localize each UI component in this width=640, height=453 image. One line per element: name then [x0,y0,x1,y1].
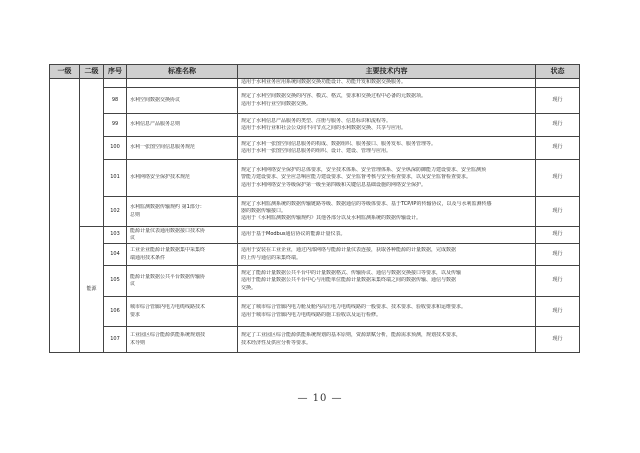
row-number: 101 [104,160,127,197]
technical-content-line: 规定了水利网络安全保护的总体要求，安全技术体系、安全管理体系、安全纵深防御能力建设要求、安全监测预 [241,167,487,174]
standard-name-line: 工业园区综合能源供能系统规划技 [130,332,206,339]
technical-content-line: 适用于城市综合管廊内电力电缆线路的施工验收以及运行检修。 [241,311,382,318]
standard-name [127,266,238,297]
standard-name-line: 水利信息产品服务总则 [130,121,181,128]
technical-content-line: 适用于水利行业空间数据交换。 [241,100,312,107]
standard-name [127,297,238,327]
standard-name [127,244,238,266]
status-cell: 现行 [536,88,580,114]
technical-content-line: 适用于能源计量数据公共平台中心与用能单位能源计量数据采集终端之间的数据传输、通信与数据 [241,277,457,284]
standard-name-line: 能源计量数据公共平台数据传输协 [130,273,206,280]
row-number: 98 [104,88,127,114]
standard-name [127,137,238,160]
table-row [50,266,580,297]
standard-name-line: 总则 [130,211,141,218]
status-cell: 现行 [536,197,580,227]
standard-name-line: 议 [130,281,136,287]
table-row [50,227,580,244]
row-number: 105 [104,266,127,297]
standard-name-line: 水利一张图空间信息服务规范 [130,144,196,151]
technical-content [238,88,536,114]
table-header-row [50,65,580,79]
status-cell: 现行 [536,160,580,197]
standard-name-line: 要求 [130,311,141,318]
standard-name-line: 术导则 [130,339,146,346]
standard-name-line: 工业企业能源计量数据集中采集终 [130,247,206,254]
col-header-no: 序号 [104,65,127,79]
technical-content-line: 适用于水利行业和社会公众间不同节点之间的水利数据交换、共享与应用。 [241,125,407,131]
technical-content [238,297,536,327]
standard-name-line: 水利空间数据交换协议 [130,96,181,103]
technical-content-line: 适用于水利网络安全等级保护第一级至第四级和关键信息基础设施的网络安全保护。 [241,181,427,188]
standard-name [127,160,238,197]
technical-content-line: 交换。 [241,284,257,291]
technical-content [238,227,536,244]
page-number: — 10 — [297,393,343,404]
level2-cell-water [80,79,104,227]
table-row [50,297,580,327]
level2-cell-energy: 能源 [80,227,104,353]
table-row [50,244,580,266]
status-cell: 现行 [536,227,580,244]
technical-content [238,327,536,353]
technical-content-line: 警能力建设要求、安全应急响应能力建设要求、安全监督考核与安全检查要求，以及安全监督检查要求。 [241,174,472,181]
technical-content [238,244,536,266]
col-header-level1: 一级 [50,65,80,79]
technical-content-line: 规定了水利监测系统的数据传输链路等级、数据通信的等级体要求、基于TCP/IP的传输协议，以及与水利监测传感 [241,200,492,207]
standard-name-line: 议 [130,235,136,241]
table-row [50,114,580,137]
standard-name-line: 水利监测数据传输规约 第1部分： [130,204,205,211]
technical-content-line: 适用于水利一张图空间信息服务的组织、设计、建设、管理与应用。 [241,148,392,154]
col-header-status: 状态 [536,65,580,79]
standards-table [49,64,580,353]
technical-content-line: 适用于安装在工业企业，通过内部网络与能源计量仪表连接，获取各种能源的计量数据，完成数据 [241,247,457,254]
technical-content-line: 的上传与通信的采集终端。 [241,254,302,261]
technical-content [238,114,536,137]
standard-name-line: 能源计量仪表通用数据接口技术协 [130,227,206,234]
continuation-content: 适用于水利业务应用系统间数据交换功能设计、功能开发和数据交换服务。 [238,79,536,88]
standard-name [127,227,238,244]
technical-content [238,160,536,197]
row-number: 103 [104,227,127,244]
technical-content-line: 规定了水利信息产品服务的类型、注册与服务、信息标识和流程等。 [241,117,392,124]
technical-content [238,137,536,160]
row-number: 104 [104,244,127,266]
table-row [50,327,580,353]
technical-content-line: 规定了城市综合管廊内电力舱及舱内高压电力电缆线路的一般要求、技术要求、验收要求和运维要求。 [241,304,467,311]
table-row [50,160,580,197]
standard-name-line: 城市综合管廊内电力电缆线路技术 [130,304,206,311]
col-header-content: 主要技术内容 [238,65,536,79]
technical-content-line: 适用于基于Modbus通信协议的能源计量仪表。 [241,231,346,238]
technical-content-line: 适用于《水利监测数据传输规约》其他各部分以及水利监测系统的数据传输设计。 [241,215,422,222]
status-cell: 现行 [536,244,580,266]
technical-content [238,266,536,297]
status-cell: 现行 [536,137,580,160]
level1-cell [50,79,80,353]
row-number: 107 [104,327,127,353]
standard-name [127,88,238,114]
technical-content-line: 器的数据传输接口。 [241,207,287,214]
technical-content-line: 技术经济性及供应分析等要求。 [241,339,312,346]
technical-content-line: 规定了能源计量数据公共平台中的计量数据格式、传输协议、通信与数据交换接口等要求，以及传输 [241,270,462,277]
technical-content-line: 规定了工业园区综合能源供能系统规划的基本原则，资源禀赋分析，能源需求预测，规划技术要求， [241,332,462,339]
col-header-level2: 二级 [80,65,104,79]
standard-name-line: 端通用技术条件 [130,254,166,261]
row-number: 102 [104,197,127,227]
row-number: 106 [104,297,127,327]
continuation-row [50,79,580,88]
table-row [50,197,580,227]
technical-content [238,197,536,227]
table-row [50,88,580,114]
technical-content-line: 规定了水利空间数据交换的内容、模式、格式，要求和交换过程中必备的元数据项。 [241,93,427,100]
status-cell: 现行 [536,266,580,297]
standard-name [127,327,238,353]
status-cell: 现行 [536,297,580,327]
technical-content-line: 规定了水利一张图空间信息服务的构成、数据组织、服务接口、服务发布、服务管理等。 [241,140,437,147]
status-cell: 现行 [536,114,580,137]
standard-name [127,197,238,227]
standard-name [127,114,238,137]
col-header-name: 标准名称 [127,65,238,79]
table-row [50,137,580,160]
standard-name-line: 水利网络安全保护技术规范 [130,174,191,181]
row-number: 99 [104,114,127,137]
row-number: 100 [104,137,127,160]
status-cell: 现行 [536,327,580,353]
